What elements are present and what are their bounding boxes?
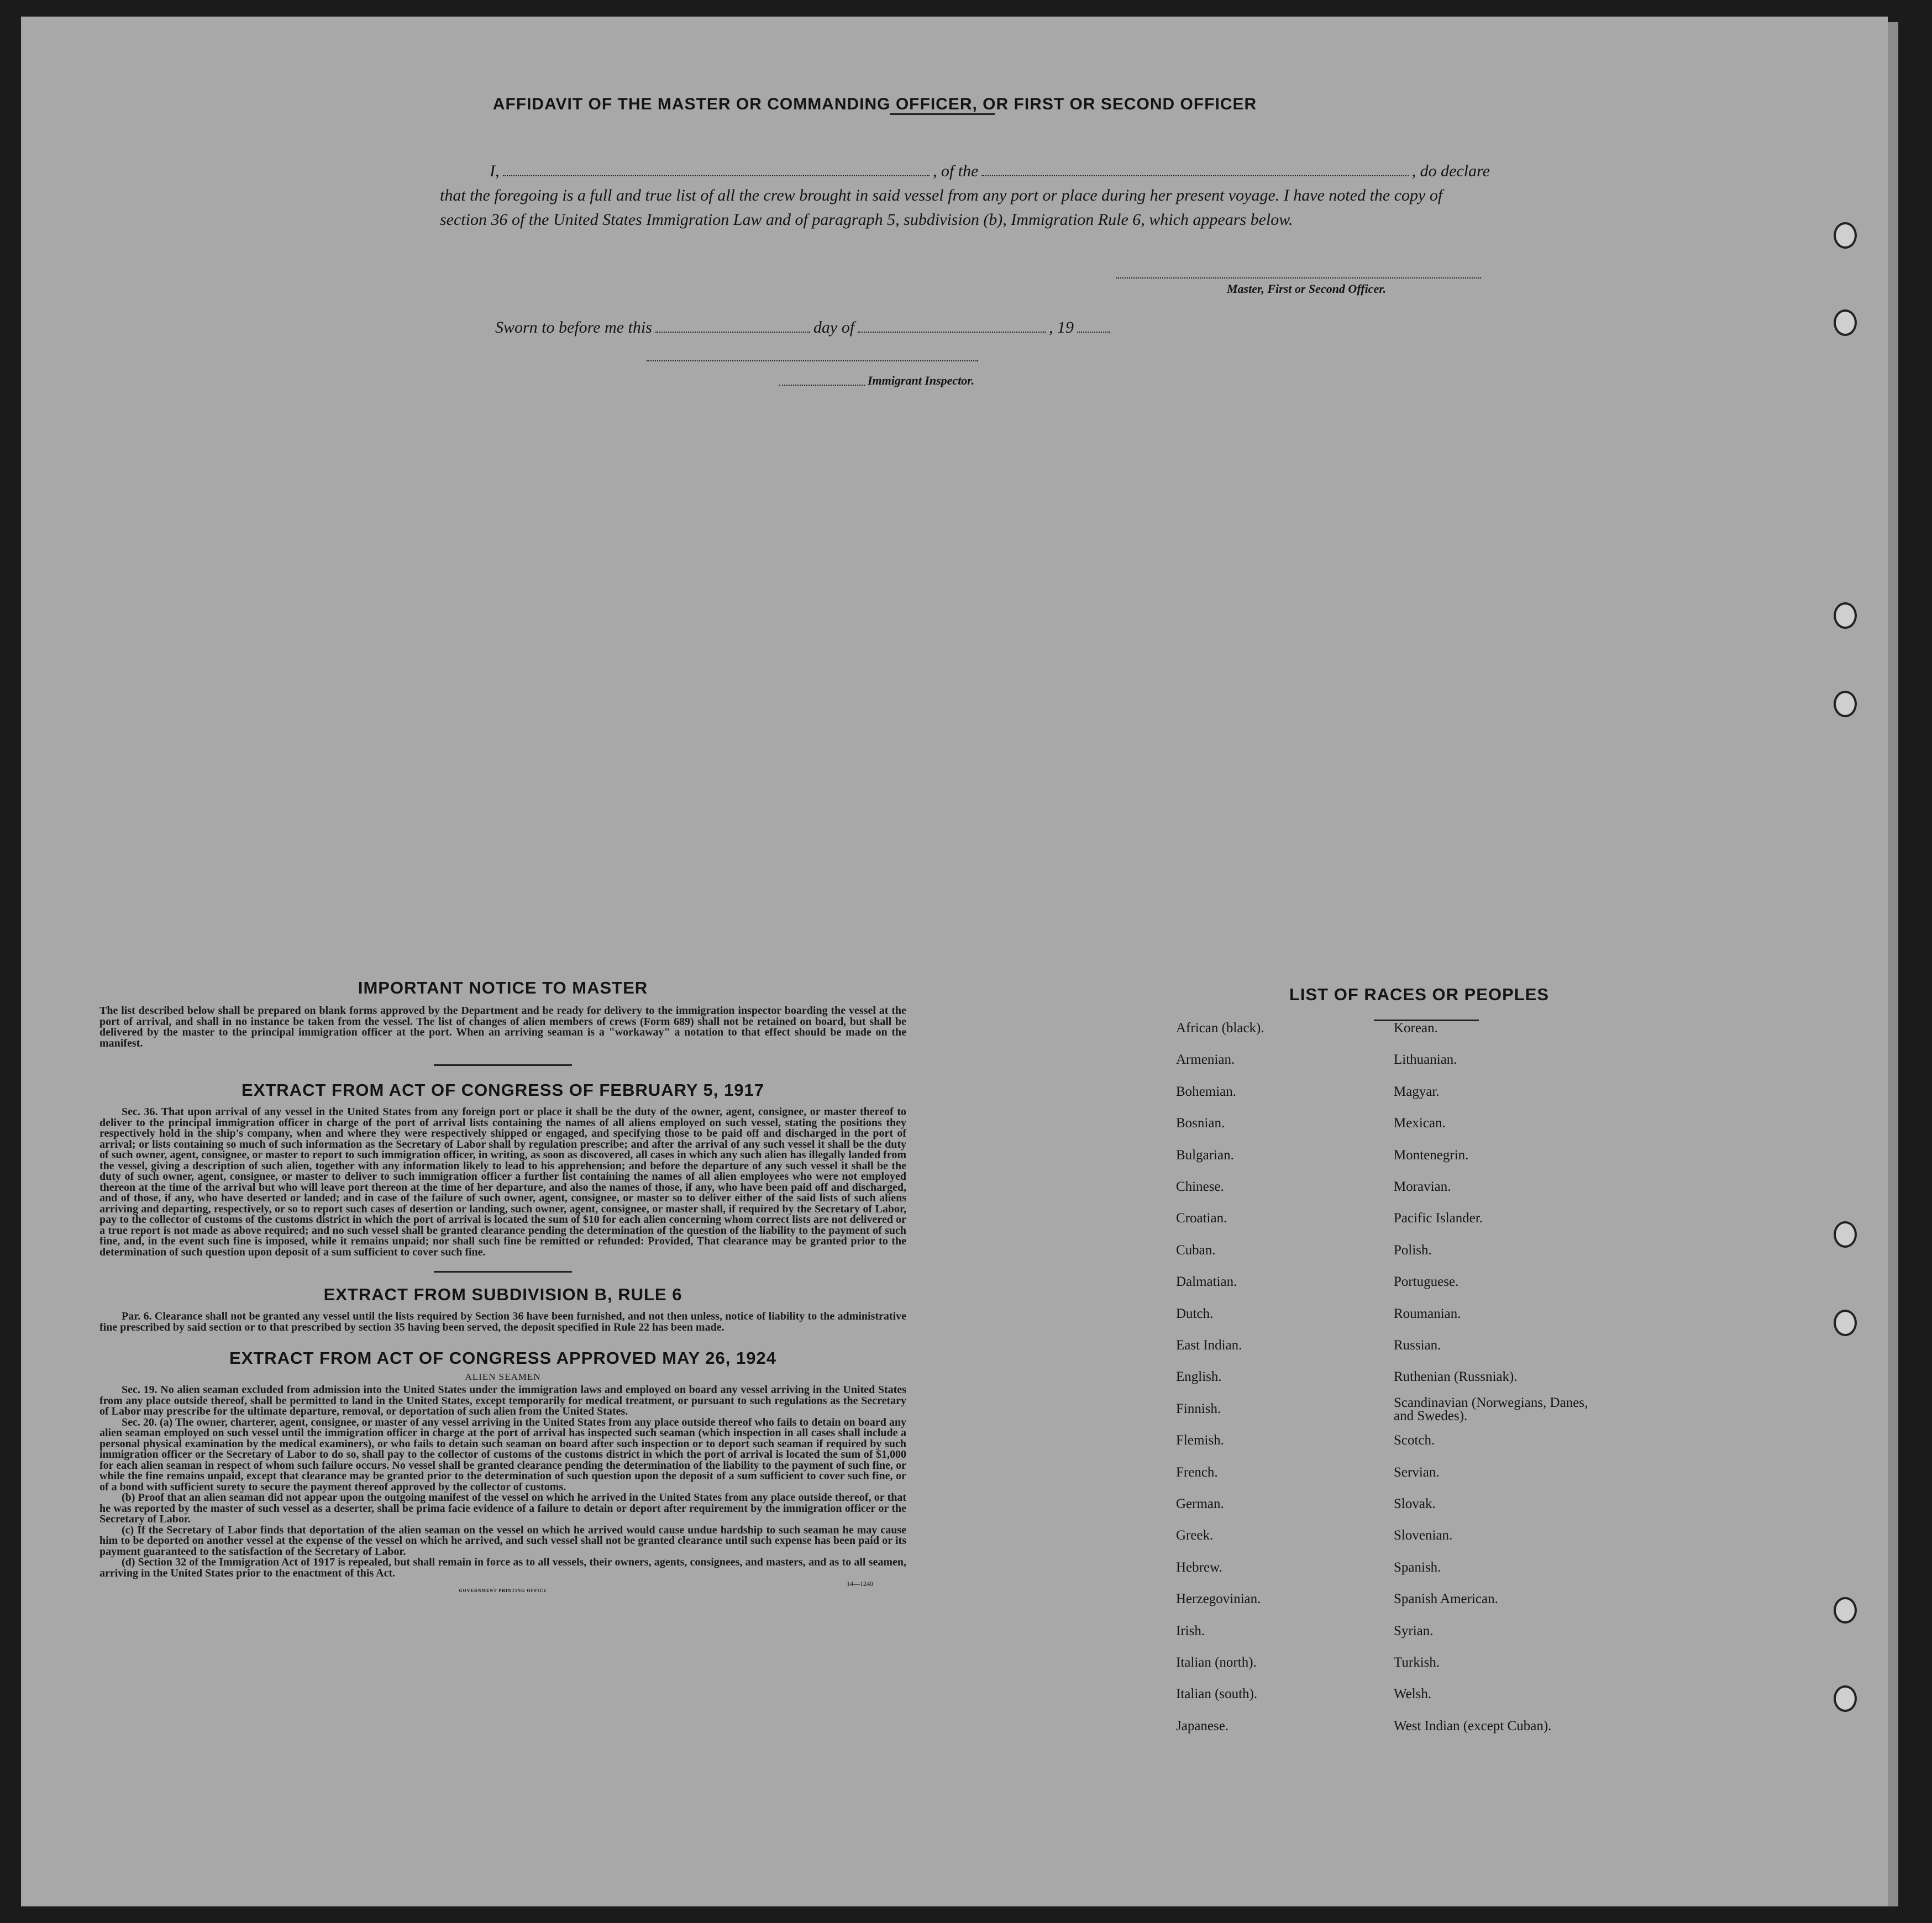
race-item: Welsh.: [1394, 1686, 1432, 1702]
race-item: English.: [1176, 1369, 1222, 1385]
extract-1924-title: EXTRACT FROM ACT OF CONGRESS APPROVED MAY 26, 1924: [229, 1348, 776, 1368]
affidavit-text: that the foregoing is a full and true list of all the crew brought in said vessel from any port or place during her present voyage. I have noted the copy of section 36 of the United States Immigration Law and of paragraph 5, subdivision (b), Immigration Rule 6, which appears below.: [440, 186, 1443, 229]
sworn-year-field[interactable]: [1077, 317, 1110, 333]
extract-1924-paragraph: Sec. 19. No alien seaman excluded from admission into the United States under the immigration laws and employed on board any vessel arriving in the United States from any place outside thereof, shall be permitted to land in the United States, except temporarily for medical treatment, or pursuant to such regulations as the Secretary of Labor may prescribe for the ultimate departure, removal, or deportation of such alien from the United States.: [99, 1384, 906, 1417]
binder-hole: [1834, 1310, 1857, 1336]
vessel-name-field[interactable]: [981, 161, 1408, 176]
section-divider: [434, 1064, 572, 1066]
extract-1924-paragraph: Sec. 20. (a) The owner, charterer, agent, consignee, or master of any vessel arriving in the United States from any place outside thereof who fails to detain on board any alien seaman employed on such vessel until the immigration officer in charge at the port of arrival has inspected such seaman (which inspection in all cases shall include a personal physical examination by the medical examiners), or who fails to detain such seaman on board after such inspection or to deport such seaman if required by such immigration officer or the Secretary of Labor to do so, shall pay to the collector of customs of the customs district in which the port of arrival is located the sum of $1,000 for each alien seaman in respect of whom such failure occurs. No vessel shall be granted clearance pending the determination of the liability to the payment of such fine, or while the fine remains unpaid, except that clearance may be granted prior to the determination of such question upon the deposit of a sum sufficient to cover such fine, or of a bond with sufficient surety to secure the payment thereof approved by the collector of customs.: [99, 1416, 906, 1493]
notice-text: The list described below shall be prepared on blank forms approved by the Department and be ready for delivery to the immigration inspector boarding the vessel at the port of arrival, and shall in no instance be taken from the vessel. The list of changes of alien members of crews (Form 689) shall not be retained on board, but shall be delivered by the master to the principal immigration officer at the port. When an arriving seaman is a "workaway" a notation to that effect should be made on the manifest.: [99, 1005, 906, 1049]
master-signature-field[interactable]: [1116, 276, 1481, 279]
race-item: Italian (north).: [1176, 1655, 1257, 1670]
extract-1917-text: Sec. 36. That upon arrival of any vessel in the United States from any foreign port or place it shall be the duty of the owner, agent, consignee, or master thereof to deliver to the principal immigration officer in charge of the port of arrival lists containing the names of all aliens employed on such vessel, stating the positions they respectively hold in the ship's company, when and where they were respectively shipped or engaged, and specifying those to be paid off and discharged in the port of arrival; or lists containing so much of such information as the Secretary of Labor shall by regulation prescribe; and after the arrival of any such vessel it shall be the duty of such owner, agent, consignee, or master to report to such immigration officer, in writing, as soon as discovered, all cases in which any such alien has illegally landed from the vessel, giving a description of such alien, together with any information likely to lead to his apprehension; and before the departure of any such vessel it shall be the duty of such owner, agent, consignee, or master to deliver to such immigration officer a further list containing the names of all alien employees who were not employed thereon at the time of the arrival but who will leave port thereon at the time of her departure, and also the names of those, if any, who have been paid off and discharged, and of those, if any, who have deserted or landed; and in case of the failure of such owner, agent, consignee, or master so to deliver either of the said lists of such aliens arriving and departing, respectively, or so to report such cases of desertion or landing, such owner, agent, consignee, or master shall, if required by the Secretary of Labor, pay to the collector of customs of the customs district in which the port of arrival is located the sum of $10 for each alien concerning whom correct lists are not delivered or a true report is not made as above required; and no such vessel shall be granted clearance pending the determination of the question of the liability to the payment of such fine, and, in the event such fine is imposed, while it remains unpaid; nor shall such fine be remitted or refunded: Provided, That clearance may be granted prior to the determination of such question upon deposit of a sum sufficient to cover such fine.: [99, 1106, 906, 1258]
affidavit-body: [440, 159, 1490, 232]
manifest-page: [21, 17, 1888, 1906]
race-item: West Indian (except Cuban).: [1394, 1718, 1552, 1733]
affidavit-i: I,: [490, 162, 500, 180]
race-item: Hebrew.: [1176, 1559, 1222, 1575]
binder-hole: [1834, 1685, 1857, 1712]
race-item: Bulgarian.: [1176, 1147, 1234, 1163]
binder-hole: [1834, 1221, 1857, 1248]
race-item: German.: [1176, 1496, 1224, 1511]
extract-1924-subtitle: ALIEN SEAMEN: [465, 1372, 541, 1382]
races-title: LIST OF RACES OR PEOPLES: [1289, 985, 1550, 1004]
sworn-day-field[interactable]: [655, 317, 810, 333]
race-item: Japanese.: [1176, 1718, 1229, 1733]
form-number: 14—1240: [847, 1580, 873, 1588]
sworn-day-of: day of: [813, 318, 855, 337]
race-item: Mexican.: [1394, 1116, 1446, 1131]
notice-title: IMPORTANT NOTICE TO MASTER: [358, 978, 648, 997]
race-item: Scotch.: [1394, 1433, 1435, 1448]
race-item: Armenian.: [1176, 1052, 1235, 1068]
affidavit-title: AFFIDAVIT OF THE MASTER OR COMMANDING OFFICER, OR FIRST OR SECOND OFFICER: [492, 95, 1257, 113]
sworn-year-prefix: , 19: [1049, 318, 1074, 337]
race-item: Croatian.: [1176, 1211, 1227, 1226]
sworn-line: [495, 317, 1186, 337]
race-item: Magyar.: [1394, 1084, 1440, 1099]
race-item: Roumanian.: [1394, 1306, 1461, 1321]
binder-hole: [1834, 222, 1857, 249]
race-item: Greek.: [1176, 1528, 1214, 1543]
title-divider: [890, 113, 995, 115]
race-item: Spanish American.: [1394, 1591, 1498, 1607]
inspector-caption: Immigrant Inspector.: [868, 374, 975, 387]
race-item: Dutch.: [1176, 1306, 1214, 1321]
race-item: Slovenian.: [1394, 1528, 1453, 1543]
binder-hole: [1834, 1597, 1857, 1623]
master-signature-caption: Master, First or Second Officer.: [1227, 282, 1387, 296]
race-item: Irish.: [1176, 1623, 1205, 1638]
race-item: Syrian.: [1394, 1623, 1434, 1638]
inspector-signature-field[interactable]: [647, 359, 978, 361]
rule-6-title: EXTRACT FROM SUBDIVISION B, RULE 6: [323, 1285, 683, 1304]
rule-6-text: Par. 6. Clearance shall not be granted any vessel until the lists required by Section 36 have been furnished, and not then unless, notice of liability to the administrative fine prescribed by said section or to that prescribed by section 35 having been served, the deposit specified in Rule 22 has been made.: [99, 1310, 906, 1333]
race-item: Scandinavian (Norwegians, Danes, and Swedes).: [1394, 1395, 1588, 1423]
race-item: Montenegrin.: [1394, 1147, 1469, 1163]
sworn-prefix: Sworn to before me this: [495, 318, 652, 337]
race-item: Italian (south).: [1176, 1686, 1258, 1702]
race-item: Moravian.: [1394, 1179, 1451, 1194]
officer-name-field[interactable]: [503, 161, 930, 176]
sworn-month-field[interactable]: [858, 317, 1046, 333]
extract-1924-paragraph: (b) Proof that an alien seaman did not appear upon the outgoing manifest of the vessel on which he arrived in the United States from any place outside thereof, or that he was reported by the master of such vessel as a deserter, shall be prima facie evidence of a failure to detain or deport after requirement by the immigration officer or the Secretary of Labor.: [99, 1491, 906, 1525]
race-item: Portuguese.: [1394, 1274, 1459, 1290]
extract-1917-title: EXTRACT FROM ACT OF CONGRESS OF FEBRUARY 5, 1917: [242, 1080, 764, 1100]
race-item: Dalmatian.: [1176, 1274, 1237, 1290]
race-item: East Indian.: [1176, 1338, 1242, 1353]
binder-hole: [1834, 309, 1857, 336]
binder-hole: [1834, 602, 1857, 629]
race-item: Spanish.: [1394, 1559, 1441, 1575]
race-item: Herzegovinian.: [1176, 1591, 1261, 1607]
race-item: Korean.: [1394, 1021, 1438, 1036]
race-item: Polish.: [1394, 1242, 1432, 1258]
affidavit-declaration-line: [440, 159, 1490, 183]
race-item: Flemish.: [1176, 1433, 1224, 1448]
race-item: Chinese.: [1176, 1179, 1224, 1194]
race-item: Lithuanian.: [1394, 1052, 1457, 1068]
extract-1924-paragraph: (d) Section 32 of the Immigration Act of 1917 is repealed, but shall remain in force as to all vessels, their owners, agents, consignees, and masters, and as to all seamen, arriving in the United States prior to the enactment of this Act.: [99, 1556, 906, 1579]
affidavit-do-declare: , do declare: [1411, 162, 1490, 180]
affidavit-of-the: , of the: [932, 162, 979, 180]
race-item: Turkish.: [1394, 1655, 1440, 1670]
race-item: Finnish.: [1176, 1401, 1221, 1416]
extract-1924-paragraph: (c) If the Secretary of Labor finds that deportation of the alien seaman on the vessel on which he arrived would cause undue hardship to such seaman he may cause him to be deported on another vessel at the expense of the vessel on which he arrived, and such vessel shall not be granted clearance until such expense has been paid or its payment guaranteed to the satisfaction of the Secretary of Labor.: [99, 1523, 906, 1558]
race-item: African (black).: [1176, 1021, 1264, 1036]
inspector-signature-lead: [779, 383, 865, 386]
race-item: Cuban.: [1176, 1242, 1216, 1258]
binder-hole: [1834, 691, 1857, 717]
section-divider: [434, 1271, 572, 1273]
race-item: Pacific Islander.: [1394, 1211, 1483, 1226]
notice-column: [99, 978, 906, 1593]
printer-imprint: GOVERNMENT PRINTING OFFICE: [459, 1588, 547, 1593]
race-item: Russian.: [1394, 1338, 1441, 1353]
race-item: Slovak.: [1394, 1496, 1436, 1511]
race-item: French.: [1176, 1464, 1218, 1480]
race-item: Servian.: [1394, 1464, 1440, 1480]
race-item: Ruthenian (Russniak).: [1394, 1369, 1518, 1385]
race-item: Bohemian.: [1176, 1084, 1237, 1099]
race-item: Bosnian.: [1176, 1116, 1225, 1131]
